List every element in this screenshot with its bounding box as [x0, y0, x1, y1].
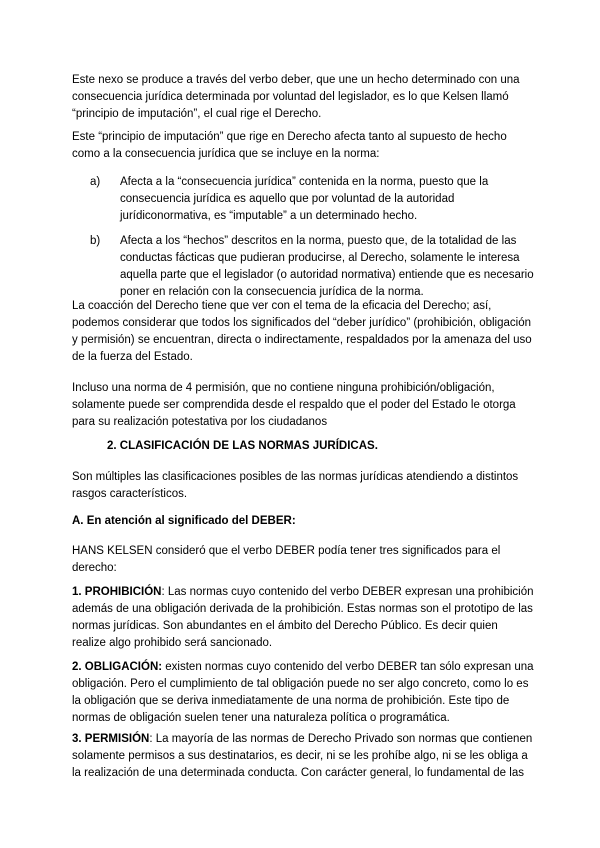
paragraph-coercion: La coacción del Derecho tiene que ver con el tema de la eficacia del Derecho; así, podemos considerar que todos los significados del “deber jurídico” (prohibición, obligación y permisión) se encuentran, directa o indirectamente, respaldados por la amenaza del uso de la fuerza del Estado. — [72, 300, 532, 363]
definition-text: La mayoría de las normas de Derecho Privado son normas que contienen solamente permisos a sus destinatarios, es decir, ni se les prohíbe algo, ni se les obliga a la realización de una determinada conducta. Con carácter general, lo fundamental de las — [72, 733, 533, 779]
paragraph-kelsen: HANS KELSEN consideró que el verbo DEBER podía tener tres significados para el derecho: — [72, 545, 501, 574]
definition-text: Las normas cuyo contenido del verbo DEBER expresan una prohibición además de una obligación derivada de la prohibición. Estas normas son el prototipo de las normas jurídicas. Son abundantes en el ámbito del Derecho Público. Es decir quien realize algo prohibido será sancionado. — [72, 586, 534, 649]
definition-term: 3. PERMISIÓN — [72, 733, 150, 745]
definition-text: existen normas cuyo contenido del verbo DEBER tan sólo expresan una obligación. Pero el cumplimiento de tal obligación puede no ser algo concreto, como lo es la obligación que se deriva inmediatamente de una norma de prohibición. Este tipo de normas de obligación suelen tener una naturaleza política o programática. — [72, 661, 534, 724]
definition-term: 1. PROHIBICIÓN — [72, 586, 162, 598]
paragraph-imputation-nexus: Este nexo se produce a través del verbo deber, que une un hecho determinado con una consecuencia jurídica determinada por voluntad del legislador, es lo que Kelsen llamó “principio de imputación”, el cual rige el Derecho. — [72, 74, 520, 120]
subsection-heading: A. En atención al significado del DEBER: — [72, 515, 296, 527]
paragraph-imputation-principle: Este “principio de imputación” que rige en Derecho afecta tanto al supuesto de hecho como a la consecuencia jurídica que se incluye en la norma: — [72, 131, 507, 160]
list-marker: a) — [90, 176, 101, 188]
paragraph-permission-norm: Incluso una norma de 4 permisión, que no contiene ninguna prohibición/obligación, solamente puede ser comprendida desde el respaldo que el poder del Estado le otorga para su realización potestativa por los ciudadanos — [72, 382, 516, 428]
list-marker: b) — [90, 235, 101, 247]
definition-obligacion — [72, 659, 534, 727]
definition-separator: : — [161, 586, 165, 598]
list-item-text: Afecta a los “hechos” descritos en la norma, puesto que, de la totalidad de las conductas fácticas que pudieran producirse, al Derecho, solamente le interesa aquella parte que el legislador (o autoridad normativa) entiende que es necesario poner en relación con la consecuencia jurídica de la norma. — [120, 235, 534, 298]
list-item-text: Afecta a la “consecuencia jurídica” contenida en la norma, puesto que la consecuencia jurídica es aquello que por voluntad de la autoridad jurídiconormativa, es “imputable” a un determinado hecho. — [120, 176, 489, 222]
section-heading: 2. CLASIFICACIÓN DE LAS NORMAS JURÍDICAS. — [107, 440, 378, 452]
definition-permision — [72, 731, 534, 782]
definition-separator: : — [149, 733, 153, 745]
definition-prohibicion — [72, 584, 534, 652]
paragraph-classifications: Son múltiples las clasificaciones posibles de las normas jurídicas atendiendo a distintos rasgos característicos. — [72, 471, 519, 500]
definition-term: 2. OBLIGACIÓN: — [72, 661, 163, 673]
